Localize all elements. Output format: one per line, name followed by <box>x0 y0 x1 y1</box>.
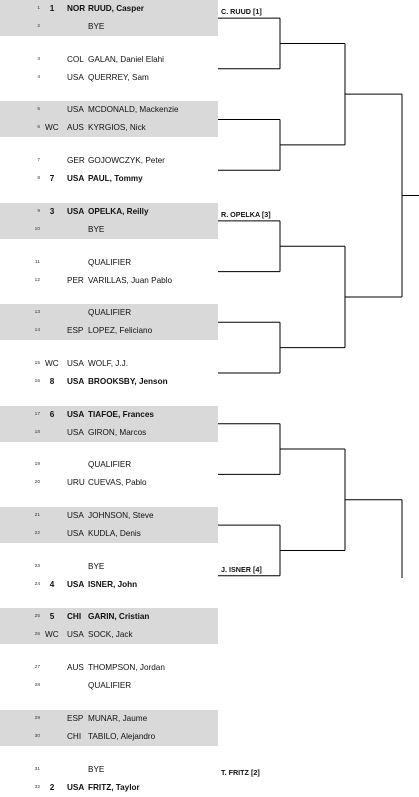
draw-position-number: 23 <box>34 563 40 569</box>
draw-position-number: 18 <box>34 429 40 435</box>
draw-match-block <box>0 710 218 746</box>
nationality-code: URU <box>67 478 85 488</box>
player-name: QUALIFIER <box>88 460 132 470</box>
player-name: TIAFOE, Frances <box>88 409 154 419</box>
seed-number: 8 <box>49 376 55 386</box>
player-name: MCDONALD, Mackenzie <box>88 105 179 115</box>
seed-number: 3 <box>49 206 55 216</box>
nationality-code: GER <box>67 156 85 166</box>
draw-position-number: 6 <box>37 125 40 131</box>
draw-match-block <box>0 659 218 695</box>
player-name: VARILLAS, Juan Pablo <box>88 275 173 285</box>
player-name: GALAN, Daniel Elahi <box>88 54 164 64</box>
player-row <box>0 611 218 623</box>
draw-position-number: 3 <box>37 56 40 62</box>
draw-position-number: 16 <box>34 378 40 384</box>
player-row <box>0 713 218 725</box>
player-name: BYE <box>88 764 105 774</box>
draw-position-number: 17 <box>34 411 40 417</box>
nationality-code: USA <box>67 206 85 216</box>
player-name: OPELKA, Reilly <box>88 206 149 216</box>
seed-number: 4 <box>49 579 55 589</box>
player-name: PAUL, Tommy <box>88 174 143 184</box>
player-name: BROOKSBY, Jenson <box>88 376 168 386</box>
seed-number: 5 <box>49 612 55 622</box>
draw-position-number: 20 <box>34 480 40 486</box>
draw-position-number: 13 <box>34 310 40 316</box>
advancing-player-label: J. ISNER [4] <box>221 564 262 574</box>
player-name: FRITZ, Taylor <box>88 782 140 792</box>
draw-position-number: 27 <box>34 665 40 671</box>
nationality-code: USA <box>67 630 84 640</box>
nationality-code: AUS <box>67 123 84 133</box>
player-row <box>0 662 218 674</box>
player-name: CUEVAS, Pablo <box>88 478 147 488</box>
draw-position-number: 30 <box>34 733 40 739</box>
nationality-code: USA <box>67 358 84 368</box>
nationality-code: CHI <box>67 731 82 741</box>
advancing-player-label: R. OPELKA [3] <box>221 209 271 219</box>
player-name: THOMPSON, Jordan <box>88 663 165 673</box>
advancing-player-label: T. FRITZ [2] <box>221 767 260 777</box>
draw-position-number: 28 <box>34 683 40 689</box>
draw-position-number: 29 <box>34 715 40 721</box>
nationality-code: USA <box>67 409 85 419</box>
draw-position-number: 26 <box>34 632 40 638</box>
nationality-code: AUS <box>67 663 84 673</box>
nationality-code: USA <box>67 579 85 589</box>
draw-position-number: 8 <box>37 176 40 182</box>
draw-position-number: 10 <box>34 226 40 232</box>
draw-position-number: 19 <box>34 462 40 468</box>
player-name: BYE <box>88 22 105 31</box>
draw-position-number: 5 <box>37 107 40 113</box>
nationality-code: USA <box>67 105 84 115</box>
player-row <box>0 629 218 641</box>
nationality-code: COL <box>67 54 84 64</box>
player-name: JOHNSON, Steve <box>88 511 154 520</box>
draw-match-block <box>0 761 218 797</box>
player-name: GIRON, Marcos <box>88 427 147 437</box>
nationality-code: NOR <box>67 4 86 13</box>
seed-number: 7 <box>49 174 55 184</box>
entry-status: WC <box>45 358 59 368</box>
player-name: WOLF, J.J. <box>88 358 129 368</box>
player-name: TABILO, Alejandro <box>88 731 156 741</box>
player-row <box>0 680 218 692</box>
draw-position-number: 2 <box>37 24 40 29</box>
nationality-code: USA <box>67 174 85 184</box>
player-name: BYE <box>88 224 105 234</box>
nationality-code: USA <box>67 376 85 386</box>
player-name: QUALIFIER <box>88 681 132 691</box>
nationality-code: USA <box>67 529 84 538</box>
nationality-code: USA <box>67 72 84 82</box>
draw-position-number: 4 <box>37 74 40 80</box>
draw-position-number: 11 <box>35 259 40 265</box>
entry-status: WC <box>45 123 59 133</box>
draw-position-number: 25 <box>34 614 40 620</box>
player-name: RUUD, Casper <box>88 4 144 13</box>
nationality-code: USA <box>67 511 84 520</box>
seed-number: 6 <box>49 409 55 419</box>
player-name: SOCK, Jack <box>88 630 133 640</box>
player-name: QUALIFIER <box>88 308 132 318</box>
seed-number: 1 <box>49 4 55 13</box>
player-name: MUNAR, Jaume <box>88 713 148 723</box>
draw-position-number: 7 <box>37 158 40 164</box>
player-name: KUDLA, Denis <box>88 529 141 538</box>
draw-position-number: 22 <box>34 531 40 536</box>
nationality-code: ESP <box>67 326 84 336</box>
player-name: GOJOWCZYK, Peter <box>88 156 165 166</box>
draw-position-number: 31 <box>34 766 40 772</box>
player-row <box>0 731 218 743</box>
draw-position-number: 1 <box>37 6 40 11</box>
nationality-code: CHI <box>67 612 82 622</box>
draw-position-number: 32 <box>34 784 40 790</box>
player-name: ISNER, John <box>88 579 138 589</box>
player-row <box>0 764 218 776</box>
nationality-code: PER <box>67 275 84 285</box>
advancing-player-label: C. RUUD [1] <box>221 7 262 17</box>
draw-position-number: 14 <box>34 328 40 334</box>
draw-position-number: 9 <box>37 208 40 214</box>
player-name: QUALIFIER <box>88 257 132 267</box>
player-row <box>0 782 218 794</box>
nationality-code: ESP <box>67 713 84 723</box>
player-name: LOPEZ, Feliciano <box>88 326 153 336</box>
player-name: KYRGIOS, Nick <box>88 123 146 133</box>
player-name: GARIN, Cristian <box>88 612 150 622</box>
draw-position-number: 15 <box>34 360 40 366</box>
player-name: QUERREY, Sam <box>88 72 149 82</box>
draw-position-number: 12 <box>34 277 40 283</box>
nationality-code: USA <box>67 782 85 792</box>
seed-number: 2 <box>49 782 55 792</box>
entry-status: WC <box>45 630 59 640</box>
draw-position-number: 21 <box>34 513 40 518</box>
nationality-code: USA <box>67 427 84 437</box>
player-row <box>0 579 218 591</box>
player-name: BYE <box>88 561 105 571</box>
draw-position-number: 24 <box>34 581 40 587</box>
draw-match-block <box>0 608 218 644</box>
